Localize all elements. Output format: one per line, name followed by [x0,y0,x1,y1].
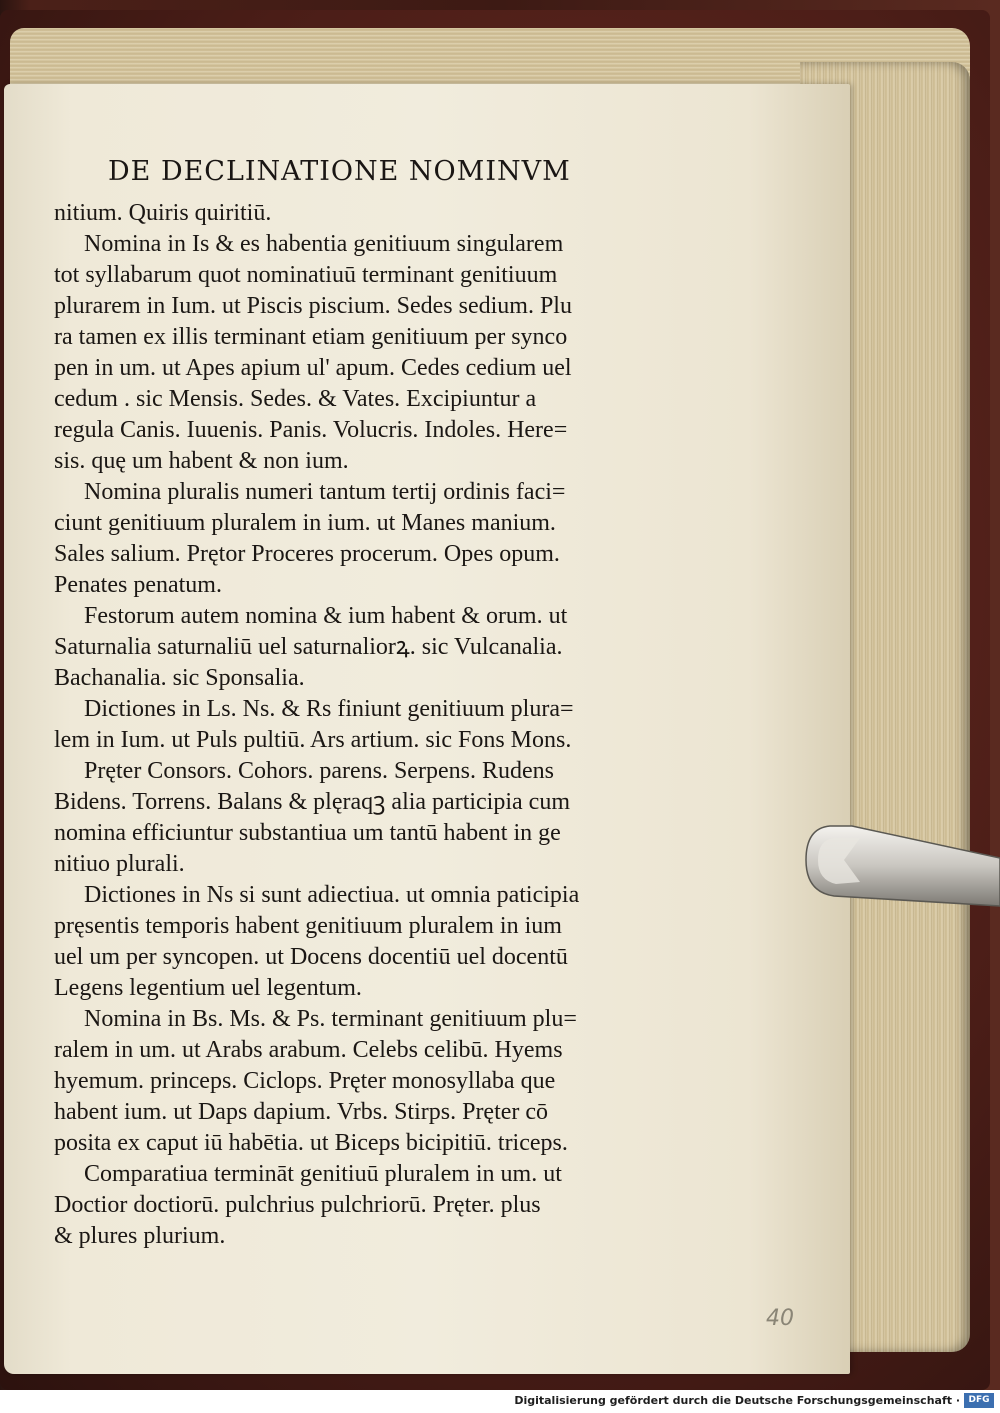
text-line: Dictiones in Ns si sunt adiectiua. ut omnia paticipia [84,882,580,908]
running-head: DE DECLINATIONE NOMINVM [108,156,571,187]
text-line: Comparatiua termināt genitiuū pluralem in um. ut [84,1161,562,1187]
text-line: Nomina in Is & es habentia genitiuum singularem [84,231,564,257]
text-line: Festorum autem nomina & ium habent & orum. ut [84,603,568,629]
text-line: Doctior doctiorū. pulchrius pulchriorū. Pręter. plus [54,1192,541,1218]
text-line: sis. quę um habent & non ium. [54,448,349,474]
text-line: Nomina in Bs. Ms. & Ps. terminant genitiuum plu= [84,1006,577,1032]
folio-number: 40 [766,1306,794,1331]
text-line: Bidens. Torrens. Balans & plęraqꝫ alia participia cum [54,789,570,815]
book-page [4,84,850,1374]
footer-bar [0,1390,1000,1413]
text-line: pręsentis temporis habent genitiuum pluralem in ium [54,913,562,939]
text-line: Saturnalia saturnaliū uel saturnaliorꝝ. sic Vulcanalia. [54,634,563,660]
text-line: Dictiones in Ls. Ns. & Rs finiunt genitiuum plura= [84,696,574,722]
text-line: habent ium. ut Daps dapium. Vrbs. Stirps. Pręter cō [54,1099,549,1125]
text-line: nomina efficiuntur substantiua um tantū habent in ge [54,820,561,846]
text-line: ciunt genitiuum pluralem in ium. ut Manes manium. [54,510,556,536]
text-line: tot syllabarum quot nominatiuū terminant genitiuum [54,262,558,288]
text-line: Nomina pluralis numeri tantum tertij ordinis faci= [84,479,566,505]
text-line: uel um per syncopen. ut Docens docentiū uel docentū [54,944,568,970]
text-line: plurarem in Ium. ut Piscis piscium. Sedes sedium. Plu [54,293,572,319]
text-line: cedum . sic Mensis. Sedes. & Vates. Excipiuntur a [54,386,537,412]
text-line: regula Canis. Iuuenis. Panis. Volucris. Indoles. Here= [54,417,568,443]
text-line: pen in um. ut Apes apium ul' apum. Cedes cedium uel [54,355,572,381]
funding-credit: Digitalisierung gefördert durch die Deutsche Forschungsgemeinschaft · [514,1394,960,1407]
text-line: Sales salium. Prętor Proceres procerum. Opes opum. [54,541,560,567]
dfg-logo: DFG [964,1393,994,1408]
text-line: Bachanalia. sic Sponsalia. [54,665,305,691]
page-clamp-icon [800,818,1000,908]
text-line: nitium. Quiris quiritiū. [54,200,272,226]
text-line: lem in Ium. ut Puls pultiū. Ars artium. sic Fons Mons. [54,727,572,753]
text-line: & plures plurium. [54,1223,226,1249]
text-line: Penates penatum. [54,572,222,598]
text-line: hyemum. princeps. Ciclops. Pręter monosyllaba que [54,1068,556,1094]
text-line: nitiuo plurali. [54,851,185,877]
text-line: ralem in um. ut Arabs arabum. Celebs celibū. Hyems [54,1037,563,1063]
text-line: Pręter Consors. Cohors. parens. Serpens. Rudens [84,758,554,784]
text-line: ra tamen ex illis terminant etiam genitiuum per synco [54,324,568,350]
text-line: Legens legentium uel legentum. [54,975,362,1001]
text-line: posita ex caput iū habētia. ut Biceps bicipitiū. triceps. [54,1130,568,1156]
